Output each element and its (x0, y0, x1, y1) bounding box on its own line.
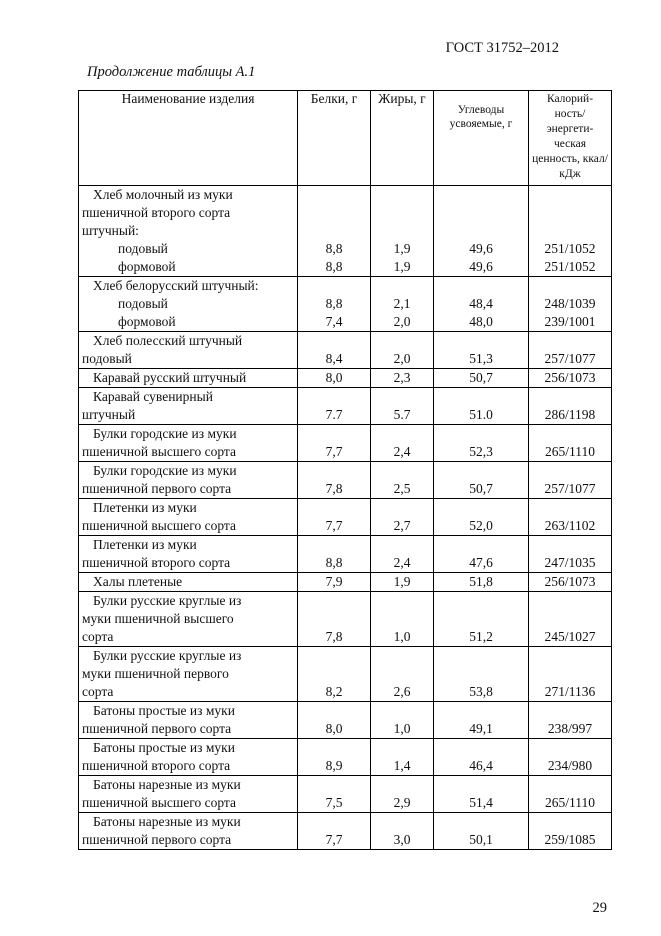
product-name-line: пшеничной второго сорта (82, 758, 231, 773)
protein-value: 8,8 (325, 555, 343, 570)
product-name-line: Булки городские из муки (93, 426, 237, 441)
table-row (79, 573, 612, 592)
fat-value: 2,4 (393, 555, 411, 570)
fat-cell (371, 277, 434, 332)
fat-cell (371, 186, 434, 277)
fat-value: 2,1 (393, 296, 411, 311)
product-name-cell (79, 186, 298, 277)
protein-cell (298, 277, 371, 332)
product-name-line: Плетенки из муки (93, 500, 197, 515)
product-name-cell (79, 499, 298, 536)
energy-value (532, 186, 608, 204)
protein-value: 7,7 (325, 518, 343, 533)
product-name-line: пшеничной первого сорта (82, 481, 232, 496)
product-name-line: подовый (118, 241, 168, 256)
carbs-value: 47,6 (469, 555, 493, 570)
product-name-line: муки пшеничной первого (82, 666, 229, 681)
fat-value: 3,0 (393, 832, 411, 847)
carbs-cell (434, 499, 529, 536)
energy-value: 245/1027 (544, 629, 596, 644)
product-name-cell (79, 277, 298, 332)
energy-value: 257/1077 (544, 351, 596, 366)
protein-value (301, 186, 367, 204)
table-row (79, 592, 612, 647)
energy-value (532, 277, 608, 295)
product-name-line: пшеничной второго сорта (82, 555, 231, 570)
carbs-cell (434, 592, 529, 647)
protein-value: 8,0 (325, 370, 343, 385)
table-row (79, 647, 612, 702)
energy-cell (529, 776, 612, 813)
table-row (79, 813, 612, 850)
product-name-cell (79, 369, 298, 388)
protein-value: 7,9 (325, 574, 343, 589)
protein-value: 7,8 (325, 629, 343, 644)
column-header-protein: Белки, г (298, 91, 371, 186)
product-name-line: Каравай русский штучный (93, 370, 247, 385)
carbs-cell (434, 332, 529, 369)
fat-cell (371, 592, 434, 647)
product-name-line: штучный (82, 407, 136, 422)
carbs-value (437, 222, 525, 240)
table-row (79, 702, 612, 739)
energy-value: 259/1085 (544, 832, 596, 847)
protein-value (301, 222, 367, 240)
product-name-line: муки пшеничной высшего (82, 611, 234, 626)
carbs-value: 51,8 (469, 574, 493, 589)
carbs-cell (434, 647, 529, 702)
table-row (79, 536, 612, 573)
product-name-line: пшеничной второго сорта (82, 205, 231, 220)
product-name-line: пшеничной первого сорта (82, 832, 232, 847)
carbs-value: 50,1 (469, 832, 493, 847)
carbs-cell (434, 536, 529, 573)
protein-cell (298, 425, 371, 462)
nutrition-table (78, 90, 612, 850)
carbs-cell (434, 702, 529, 739)
protein-value (301, 204, 367, 222)
carbs-cell (434, 776, 529, 813)
product-name-line: Батоны нарезные из муки (93, 777, 241, 792)
table-row (79, 332, 612, 369)
protein-cell (298, 462, 371, 499)
carbs-value: 51.0 (469, 407, 493, 422)
product-name-line: подовый (82, 351, 132, 366)
carbs-value: 50,7 (469, 481, 493, 496)
product-name-line: пшеничной высшего сорта (82, 795, 236, 810)
energy-value: 256/1073 (544, 370, 596, 385)
energy-cell (529, 425, 612, 462)
product-name-line: Батоны простые из муки (93, 740, 235, 755)
table-row (79, 776, 612, 813)
table-header-row (79, 91, 612, 186)
energy-cell (529, 277, 612, 332)
protein-value: 7,8 (325, 481, 343, 496)
product-name-line: Батоны простые из муки (93, 703, 235, 718)
carbs-value: 49,1 (469, 721, 493, 736)
protein-value: 7.7 (325, 407, 343, 422)
fat-cell (371, 536, 434, 573)
fat-value (374, 222, 430, 240)
energy-cell (529, 499, 612, 536)
table-row (79, 369, 612, 388)
energy-cell (529, 647, 612, 702)
carbs-value (437, 277, 525, 295)
product-name-line: Булки городские из муки (93, 463, 237, 478)
fat-value: 2,4 (393, 444, 411, 459)
product-name-line: формовой (118, 314, 176, 329)
protein-value: 8,8 (325, 259, 343, 274)
product-name-line: Батоны нарезные из муки (93, 814, 241, 829)
product-name-line: Плетенки из муки (93, 537, 197, 552)
energy-cell (529, 369, 612, 388)
protein-cell (298, 332, 371, 369)
product-name-line: подовый (118, 296, 168, 311)
product-name-line: пшеничной первого сорта (82, 721, 232, 736)
energy-value (532, 204, 608, 222)
product-name-cell (79, 776, 298, 813)
carbs-value: 50,7 (469, 370, 493, 385)
column-header-fat: Жиры, г (371, 91, 434, 186)
carbs-value: 51,3 (469, 351, 493, 366)
fat-value: 2,0 (393, 351, 411, 366)
energy-value (532, 222, 608, 240)
table-caption: Продолжение таблицы А.1 (87, 64, 256, 80)
product-name-line: штучный: (82, 223, 139, 238)
carbs-value (437, 204, 525, 222)
product-name-line: Булки русские круглые из (93, 648, 242, 663)
carbs-value: 48,4 (469, 296, 493, 311)
carbs-cell (434, 425, 529, 462)
fat-value: 1,0 (393, 629, 411, 644)
fat-value (374, 277, 430, 295)
carbs-cell (434, 277, 529, 332)
carbs-cell (434, 369, 529, 388)
document-code: ГОСТ 31752–2012 (445, 40, 559, 56)
carbs-cell (434, 739, 529, 776)
fat-cell (371, 573, 434, 592)
protein-cell (298, 388, 371, 425)
protein-cell (298, 592, 371, 647)
product-name-line: Каравай сувенирный (93, 389, 213, 404)
fat-cell (371, 369, 434, 388)
fat-value (374, 186, 430, 204)
fat-value: 1,9 (393, 574, 411, 589)
energy-value: 265/1110 (545, 444, 595, 459)
table-row (79, 186, 612, 277)
product-name-cell (79, 388, 298, 425)
energy-cell (529, 388, 612, 425)
fat-cell (371, 776, 434, 813)
table-row (79, 739, 612, 776)
energy-cell (529, 813, 612, 850)
table-row (79, 499, 612, 536)
table-row (79, 277, 612, 332)
protein-value (301, 277, 367, 295)
energy-cell (529, 332, 612, 369)
product-name-line: Хлеб белорусский штучный: (93, 278, 259, 293)
carbs-cell (434, 388, 529, 425)
carbs-value: 46,4 (469, 758, 493, 773)
energy-value: 247/1035 (544, 555, 596, 570)
product-name-cell (79, 813, 298, 850)
energy-cell (529, 573, 612, 592)
product-name-cell (79, 462, 298, 499)
protein-cell (298, 369, 371, 388)
energy-value: 248/1039 (544, 296, 596, 311)
protein-cell (298, 536, 371, 573)
product-name-line: пшеничной высшего сорта (82, 518, 236, 533)
carbs-cell (434, 186, 529, 277)
product-name-line: сорта (82, 684, 114, 699)
carbs-value: 51,4 (469, 795, 493, 810)
protein-cell (298, 573, 371, 592)
protein-value: 8,2 (325, 684, 343, 699)
energy-value: 271/1136 (544, 684, 596, 699)
product-name-cell (79, 647, 298, 702)
fat-value: 2,3 (393, 370, 411, 385)
product-name-line: пшеничной высшего сорта (82, 444, 236, 459)
carbs-value: 49,6 (469, 259, 493, 274)
protein-cell (298, 739, 371, 776)
energy-cell (529, 186, 612, 277)
table-row (79, 462, 612, 499)
table-row (79, 388, 612, 425)
table-body (79, 186, 612, 850)
energy-value: 256/1073 (544, 574, 596, 589)
energy-value: 286/1198 (544, 407, 596, 422)
energy-value: 263/1102 (544, 518, 596, 533)
fat-value (374, 204, 430, 222)
carbs-cell (434, 462, 529, 499)
protein-cell (298, 813, 371, 850)
carbs-value: 51,2 (469, 629, 493, 644)
fat-value: 2,6 (393, 684, 411, 699)
product-name-line: Хлеб молочный из муки (93, 187, 233, 202)
column-header-name: Наименование изделия (79, 91, 298, 186)
fat-value: 2,7 (393, 518, 411, 533)
fat-value: 1,9 (393, 241, 411, 256)
fat-cell (371, 813, 434, 850)
fat-value: 1,0 (393, 721, 411, 736)
energy-cell (529, 702, 612, 739)
page-number: 29 (592, 900, 607, 916)
carbs-value: 49,6 (469, 241, 493, 256)
product-name-cell (79, 702, 298, 739)
carbs-value: 53,8 (469, 684, 493, 699)
protein-cell (298, 776, 371, 813)
product-name-line: формовой (118, 259, 176, 274)
fat-value: 2,0 (393, 314, 411, 329)
protein-cell (298, 647, 371, 702)
fat-value: 2,9 (393, 795, 411, 810)
energy-cell (529, 536, 612, 573)
fat-cell (371, 462, 434, 499)
protein-value: 7,7 (325, 444, 343, 459)
protein-cell (298, 186, 371, 277)
product-name-cell (79, 332, 298, 369)
fat-cell (371, 388, 434, 425)
carbs-cell (434, 573, 529, 592)
fat-cell (371, 647, 434, 702)
protein-value: 7,4 (325, 314, 343, 329)
product-name-cell (79, 739, 298, 776)
product-name-line: Хлеб полесский штучный (93, 333, 243, 348)
energy-cell (529, 592, 612, 647)
energy-value: 251/1052 (544, 241, 596, 256)
protein-value: 8,4 (325, 351, 343, 366)
fat-cell (371, 499, 434, 536)
fat-value: 1,4 (393, 758, 411, 773)
fat-cell (371, 425, 434, 462)
energy-cell (529, 462, 612, 499)
column-header-energy: Калорий-ность/ энергети-ческая ценность, ккал/кДж (529, 91, 612, 186)
product-name-cell (79, 573, 298, 592)
column-header-carbs: Углеводы усвояемые, г (434, 91, 529, 186)
product-name-cell (79, 592, 298, 647)
protein-value: 8,9 (325, 758, 343, 773)
energy-value: 265/1110 (545, 795, 595, 810)
product-name-line: сорта (82, 629, 114, 644)
carbs-value (437, 186, 525, 204)
carbs-value: 52,0 (469, 518, 493, 533)
energy-value: 238/997 (547, 721, 593, 736)
protein-value: 7,7 (325, 832, 343, 847)
fat-cell (371, 739, 434, 776)
energy-value: 251/1052 (544, 259, 596, 274)
fat-value: 5.7 (393, 407, 411, 422)
product-name-line: Булки русские круглые из (93, 593, 242, 608)
fat-value: 2,5 (393, 481, 411, 496)
carbs-value: 52,3 (469, 444, 493, 459)
product-name-line: Халы плетеные (93, 574, 183, 589)
carbs-value: 48,0 (469, 314, 493, 329)
product-name-cell (79, 536, 298, 573)
energy-value: 239/1001 (544, 314, 596, 329)
energy-value: 257/1077 (544, 481, 596, 496)
energy-cell (529, 739, 612, 776)
product-name-cell (79, 425, 298, 462)
protein-value: 8,0 (325, 721, 343, 736)
carbs-cell (434, 813, 529, 850)
energy-value: 234/980 (547, 758, 593, 773)
protein-cell (298, 702, 371, 739)
protein-cell (298, 499, 371, 536)
protein-value: 8,8 (325, 241, 343, 256)
fat-value: 1,9 (393, 259, 411, 274)
fat-cell (371, 702, 434, 739)
protein-value: 8,8 (325, 296, 343, 311)
fat-cell (371, 332, 434, 369)
table-row (79, 425, 612, 462)
protein-value: 7,5 (325, 795, 343, 810)
